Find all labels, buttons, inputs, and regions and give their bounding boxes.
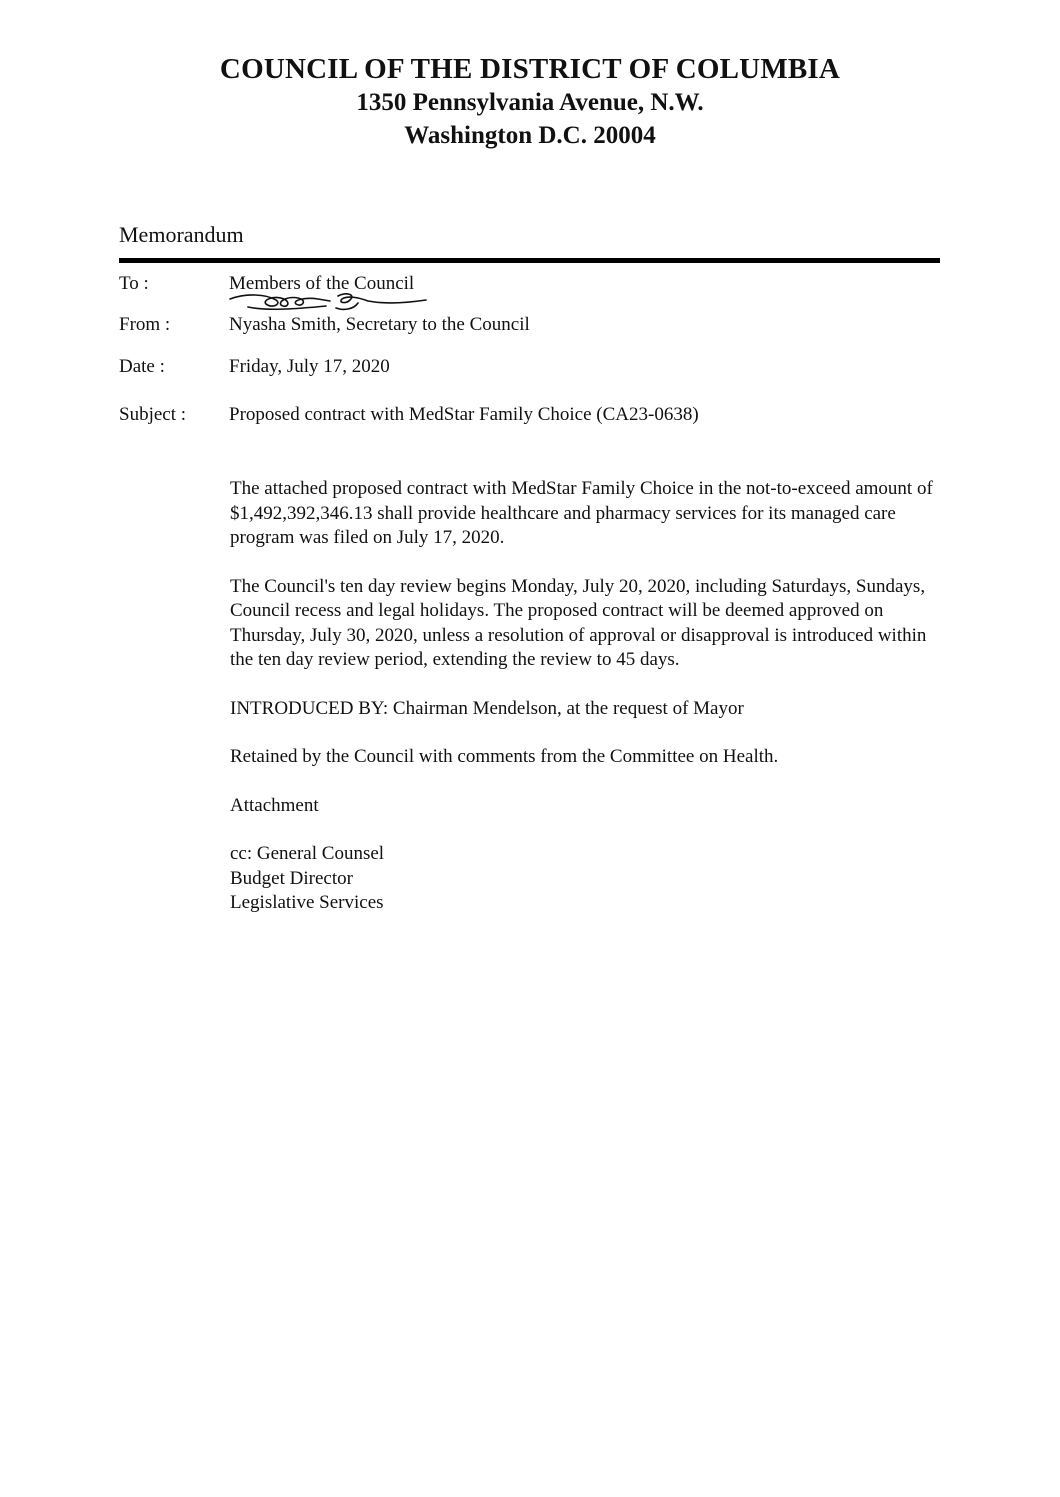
filing-paragraph: The attached proposed contract with MedStar Family Choice in the not-to-exceed amount of $1,492,392,346.13 shall provide healthcare and pharmacy services for its managed care program was filed on July 17, 2020. bbox=[230, 478, 933, 548]
introduced-by: INTRODUCED BY: Chairman Mendelson, at the request of Mayor bbox=[230, 697, 744, 719]
attachment-note: Attachment bbox=[230, 794, 319, 816]
from-row bbox=[119, 313, 530, 337]
cc-item: cc: General Counsel bbox=[230, 843, 385, 864]
cc-item: Legislative Services bbox=[230, 892, 384, 913]
from-key: From : bbox=[119, 314, 171, 335]
cc-item: Budget Director bbox=[230, 867, 353, 889]
subject-row bbox=[119, 403, 699, 427]
date-value: Friday, July 17, 2020 bbox=[229, 356, 390, 377]
street-address: 1350 Pennsylvania Avenue, N.W. bbox=[356, 89, 704, 116]
cc-list bbox=[230, 842, 945, 916]
subject-key: Subject : bbox=[119, 404, 187, 425]
letterhead bbox=[0, 52, 1060, 152]
city-address: Washington D.C. 20004 bbox=[404, 122, 656, 149]
signature-scribble bbox=[226, 291, 441, 315]
to-value: Members of the Council bbox=[229, 273, 415, 294]
memo-body bbox=[230, 477, 945, 916]
header-divider bbox=[119, 258, 940, 263]
organization-name: COUNCIL OF THE DISTRICT OF COLUMBIA bbox=[219, 53, 841, 85]
date-row bbox=[119, 355, 390, 379]
subject-value: Proposed contract with MedStar Family Choice (CA23-0638) bbox=[229, 404, 699, 425]
to-key: To : bbox=[119, 273, 149, 294]
retained-note: Retained by the Council with comments from the Committee on Health. bbox=[230, 746, 779, 767]
date-key: Date : bbox=[119, 356, 165, 377]
from-value: Nyasha Smith, Secretary to the Council bbox=[229, 314, 530, 335]
review-paragraph: The Council's ten day review begins Monday, July 20, 2020, including Saturdays, Sundays, Council recess and legal holidays. The proposed contract will be deemed approved on Thursday, July 30, 2020, unless a resolution of approval or disapproval is introduced within the ten day review period, extending the review to 45 days. bbox=[230, 575, 927, 670]
memo-label: Memorandum bbox=[119, 222, 244, 247]
